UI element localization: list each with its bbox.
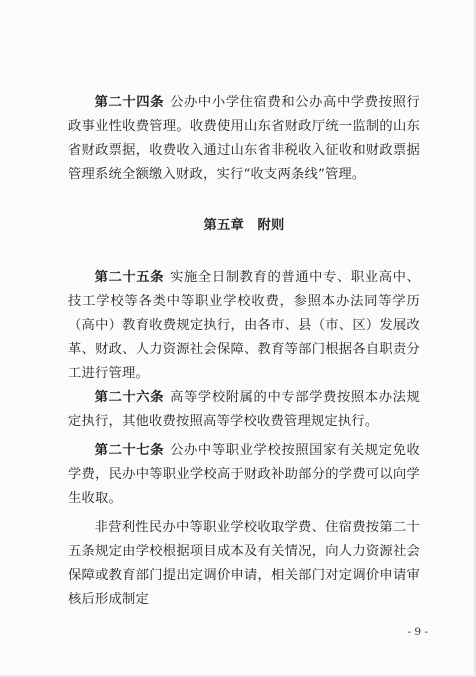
page-content [68,91,420,612]
article-number: 第二十六条 [94,390,165,405]
article-26 [68,386,420,434]
article-27-paragraph-2: 非营利性民办中等职业学校收取学费、住宿费按第二十五条规定由学校根据项目成本及有关情况，向人力资源社会保障或教育部门提出定调价申请，相关部门对定调价申请审核后形成制定 [68,520,420,607]
chapter-heading: 第五章 附则 [203,218,285,233]
article-25 [68,266,420,386]
article-text: 公办中小学住宿费和公办高中学费按照行政事业性收费管理。收费使用山东省财政厅统一监制的山东省财政票据，收费收入通过山东省非税收入征收和财政票据管理系统全额缴入财政，实行“收支两条线”管理。 [68,95,420,182]
spacer [68,238,420,266]
article-number: 第二十七条 [94,443,165,458]
article-text: 高等学校附属的中专部学费按照本办法规定执行，其他收费按照高等学校收费管理规定执行。 [68,390,420,429]
page-number: - 9 - [407,626,428,638]
article-number: 第二十四条 [94,95,165,110]
spacer [68,187,420,214]
article-text: 实施全日制教育的普通中专、职业高中、技工学校等各类中等职业学校收费，参照本办法同等学历（高中）教育收费规定执行，由各市、县（市、区）发展改革、财政、人力资源社会保障、教育等部门根据各自职责分工进行管理。 [68,270,420,381]
article-number: 第二十五条 [94,270,165,285]
article-27 [68,439,420,511]
article-text: 公办中等职业学校按照国家有关规定免收学费，民办中等职业学校高于财政补助部分的学费可以向学生收取。 [68,443,420,506]
article-24 [68,91,420,187]
